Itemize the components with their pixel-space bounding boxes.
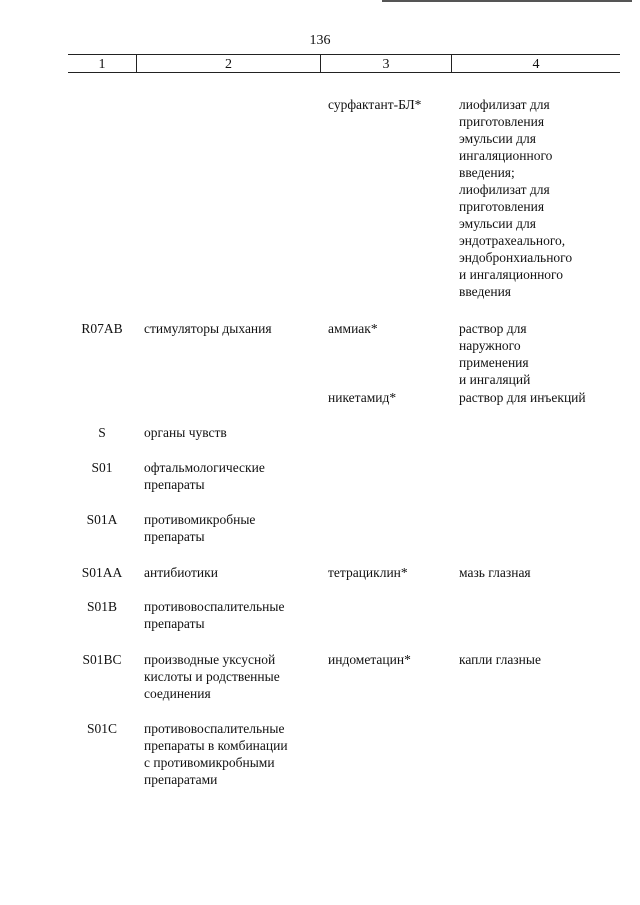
page-number: 136 bbox=[309, 33, 331, 48]
dosage-form-line: мазь глазная bbox=[459, 565, 531, 580]
group-name-line: препараты в комбинации bbox=[144, 738, 288, 753]
dosage-form-line: раствор для инъекций bbox=[459, 390, 586, 405]
group-name-line: противовоспалительные bbox=[144, 599, 285, 614]
atc-code: S01C bbox=[86, 721, 117, 736]
drug-name: аммиак* bbox=[328, 321, 378, 336]
drug-name: сурфактант-БЛ* bbox=[328, 97, 422, 112]
group-name bbox=[144, 720, 319, 788]
group-name-line: препараты bbox=[144, 477, 205, 492]
atc-code: S01AA bbox=[81, 565, 123, 580]
group-name-line: кислоты и родственные bbox=[144, 669, 280, 684]
group-name bbox=[144, 320, 319, 337]
group-name bbox=[144, 651, 319, 702]
dosage-form-line: применения bbox=[459, 355, 529, 370]
dosage-form bbox=[459, 96, 619, 300]
group-name-line: органы чувств bbox=[144, 425, 227, 440]
group-name bbox=[144, 424, 319, 441]
dosage-form-line: эмульсии для bbox=[459, 216, 536, 231]
group-name-line: препараты bbox=[144, 616, 205, 631]
dosage-form-line: лиофилизат для bbox=[459, 97, 550, 112]
drug-name: тетрациклин* bbox=[328, 565, 408, 580]
atc-code: S01BC bbox=[82, 652, 122, 667]
group-name-line: производные уксусной bbox=[144, 652, 276, 667]
dosage-form-line: капли глазные bbox=[459, 652, 541, 667]
header-top-border bbox=[68, 54, 620, 55]
group-name-line: противовоспалительные bbox=[144, 721, 285, 736]
group-name bbox=[144, 511, 319, 545]
atc-code: S01B bbox=[86, 599, 117, 614]
group-name bbox=[144, 564, 319, 581]
dosage-form-line: и ингаляций bbox=[459, 372, 531, 387]
group-name-line: противомикробные bbox=[144, 512, 256, 527]
dosage-form-line: приготовления bbox=[459, 114, 545, 129]
dosage-form-line: эмульсии для bbox=[459, 131, 536, 146]
dosage-form-line: ингаляционного bbox=[459, 148, 553, 163]
group-name-line: офтальмологические bbox=[144, 460, 265, 475]
dosage-form-line: введения; bbox=[459, 165, 515, 180]
scan-edge-mark bbox=[382, 0, 632, 2]
group-name-line: антибиотики bbox=[144, 565, 218, 580]
column-header-3: 3 bbox=[382, 57, 390, 72]
group-name bbox=[144, 598, 319, 632]
atc-code: S bbox=[98, 425, 106, 440]
group-name-line: стимуляторы дыхания bbox=[144, 321, 272, 336]
column-header-4: 4 bbox=[532, 57, 540, 72]
dosage-form-line: наружного bbox=[459, 338, 521, 353]
group-name bbox=[144, 459, 319, 493]
group-name-line: соединения bbox=[144, 686, 211, 701]
atc-code: S01 bbox=[91, 460, 113, 475]
atc-code: R07AB bbox=[81, 321, 123, 336]
dosage-form-line: лиофилизат для bbox=[459, 182, 550, 197]
dosage-form-line: приготовления bbox=[459, 199, 545, 214]
dosage-form-line: эндотрахеального, bbox=[459, 233, 566, 248]
dosage-form-line: раствор для bbox=[459, 321, 527, 336]
dosage-form bbox=[459, 564, 619, 581]
drug-name: никетамид* bbox=[328, 390, 397, 405]
dosage-form bbox=[459, 320, 619, 388]
group-name-line: препаратами bbox=[144, 772, 218, 787]
atc-code: S01A bbox=[86, 512, 118, 527]
dosage-form-line: введения bbox=[459, 284, 512, 299]
column-header-1: 1 bbox=[98, 57, 106, 72]
drug-name: индометацин* bbox=[328, 652, 411, 667]
dosage-form-line: эндобронхиального bbox=[459, 250, 573, 265]
group-name-line: с противомикробными bbox=[144, 755, 275, 770]
column-header-2: 2 bbox=[225, 57, 232, 72]
dosage-form bbox=[459, 651, 619, 668]
group-name-line: препараты bbox=[144, 529, 205, 544]
dosage-form-line: и ингаляционного bbox=[459, 267, 563, 282]
dosage-form bbox=[459, 389, 619, 406]
